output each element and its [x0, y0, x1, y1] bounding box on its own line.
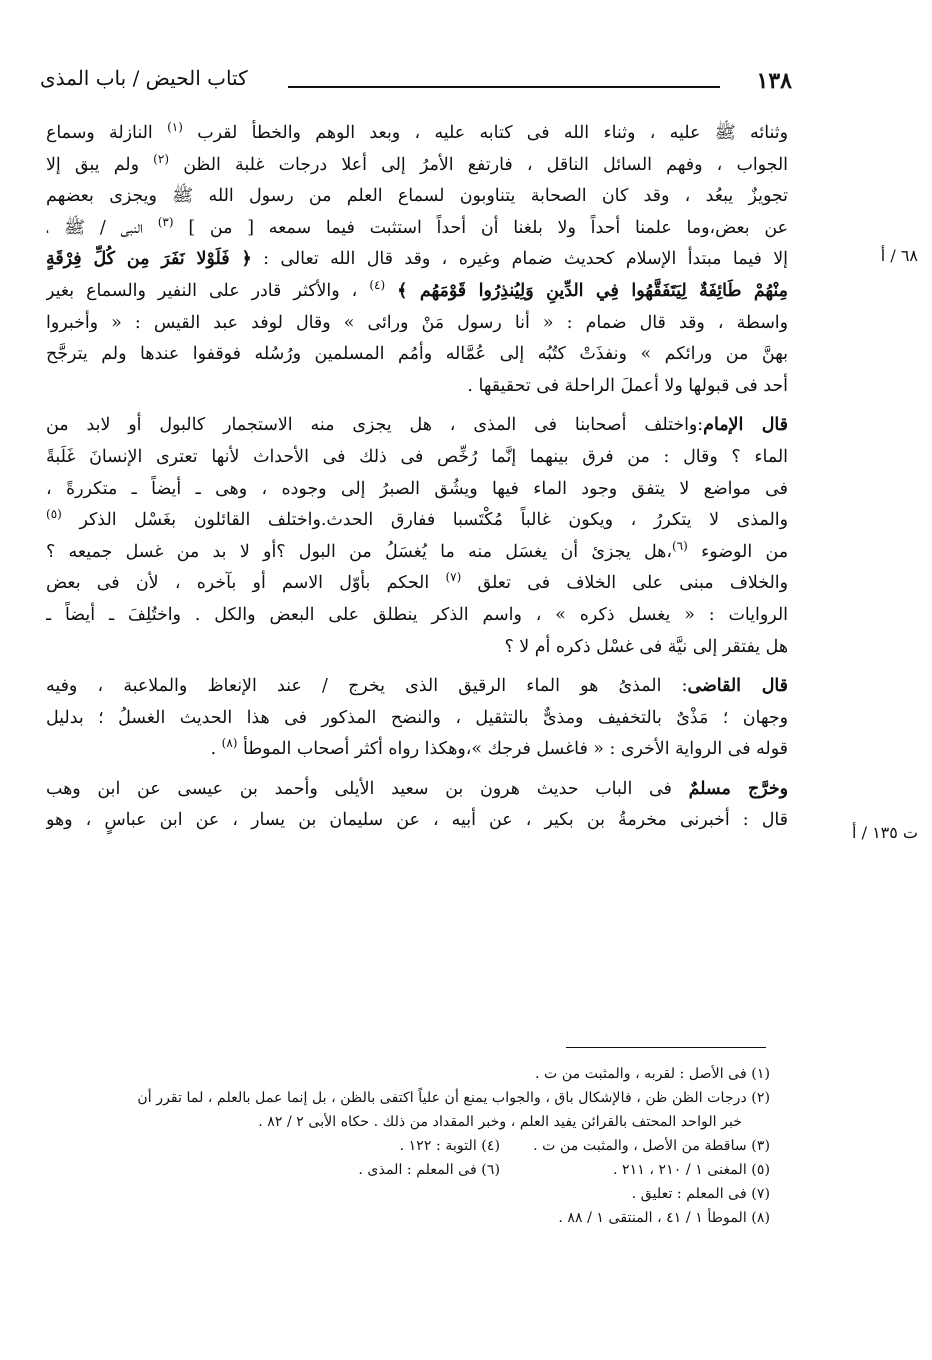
quran-verse: ﴿ فَلَوْلا نَفَرَ مِن كُلِّ فِرْقَةٍ	[46, 249, 252, 270]
text-line: أحد فى قبولها ولا أعملَ الراحلة فى تحقيقها .	[467, 375, 788, 396]
footnote-2-continued: خبر الواحد المحتف بالقرائن يفيد العلم ، وخبر المقداد من ذلك . حكاه الأبى ٢ / ٨٢ .	[258, 1114, 742, 1130]
text-line: قوله فى الرواية الأخرى : « فاغسل فرجك »،وهكذا رواه أكثر أصحاب الموطأ $^{(٨)}$ .	[210, 736, 788, 760]
main-text	[46, 118, 788, 837]
footnote-marker: (٤)	[369, 278, 386, 293]
footnotes	[30, 1062, 770, 1230]
text-line: الروايات : « يغسل ذكره » ، واسم الذكر ينطلق على البعض والكل . واختُلِفَ ـ أيضاً ـ	[46, 604, 788, 625]
paragraph-4	[46, 774, 788, 837]
quran-verse: مِنْهُمْ طَائِفَةٌ لِيَتَفَقَّهُوا فِي الدِّينِ وَلِيُنذِرُوا قَوْمَهُم ﴾	[397, 280, 788, 301]
speaker-label: قال القاضى	[687, 676, 788, 697]
margin-note-folio-68a: ٦٨ / أ	[880, 246, 918, 265]
margin-note-folio-135a: ت ١٣٥ / أ	[852, 823, 918, 842]
footnote-marker: (٨)	[221, 736, 238, 751]
footnote-marker: (٧)	[445, 570, 462, 585]
running-title: كتاب الحيض / باب المذى	[40, 66, 248, 90]
paragraph-2	[46, 410, 788, 663]
text-line: بهنَّ من ورائكم » ونفذَتْ كتُبُه إلى عُمَّاله وأمُم المسلمين ورُسُله فوقفوا عندها ولم يترجَّح	[46, 344, 788, 365]
footnote-2: (٢) درجات الظن ظن ، فالإشكال باق ، والجواب يمنع أن علياً اكتفى بالظن ، بل إنما عمل بالعلم ، لما تقرر أن	[137, 1090, 770, 1106]
footnote-6: (٦) فى المعلم : المذى .	[358, 1162, 500, 1178]
paragraph-1	[46, 118, 788, 402]
footnote-separator	[566, 1047, 766, 1048]
text-line: والمذى لا يتكررُ ، ويكون غالباً مُكْتَسبا ففارق الحدث.واختلف القائلون بغَسْل الذكر $^{(٥)}$	[46, 507, 788, 531]
text-line: الجواب ، وفهم السائل الناقل ، فارتفع الأمرُ إلى أعلا درجات غلبة الظن $^{(٢)}$ ولم يبق إلا	[46, 151, 788, 175]
header-rule	[288, 86, 720, 88]
footnote-marker: (٣)	[157, 214, 174, 229]
text-line: قال القاضى: المذىُ هو الماء الرقيق الذى يخرج / عند الإنعاظ والملاعبة ، وفيه	[46, 676, 788, 697]
text-line: وخرَّج مسلمٌ فى الباب حديث هرون بن سعيد الأيلى وأحمد بن عيسى عن ابن وهب	[46, 778, 788, 799]
footnote-1: (١) فى الأصل : لقربه ، والمثبت من ت .	[534, 1066, 770, 1082]
footnote-marker: (٦)	[671, 538, 688, 553]
text-line: وجهان ؛ مَذْىٌ بالتخفيف ومذىٌّ بالتثقيل ، والنضح المذكور فى هذا الحديث الغسلُ ؛ بدليل	[46, 707, 788, 728]
text-line: قال : أخبرنى مخرمةُ بن بكير ، عن أبيه ، عن سليمان بن يسار ، عن ابن عباسٍ ، وهو	[46, 810, 788, 831]
text-line: قال الإمام:واختلف أصحابنا فى المذى ، هل يجزى منه الاستجمار كالبول أو لابد من	[46, 415, 788, 436]
text-line: هل يفتقر إلى نيَّة فى غسْل ذكره أم لا ؟	[504, 636, 788, 657]
text-line: الماء ؟ وقال : من فرق بينهما إنَّما رُخِّص فى ذلك فى الأحداث لأنها تعترى الإنسانَ غَلَبةً	[46, 446, 788, 467]
text-line: فى مواضع لا يتفق وجود الماء فيها ويشُق الصبرُ إلى وجوده ، وهى ـ أيضاً ـ متكررةً ،	[46, 478, 788, 499]
footnote-3: (٣) ساقطة من الأصل ، والمثبت من ت .	[533, 1138, 770, 1154]
footnote-8: (٨) الموطأ ١ / ٤١ ، المنتقى ١ / ٨٨ .	[558, 1210, 770, 1226]
footnote-7: (٧) فى المعلم : تعليق .	[631, 1186, 770, 1202]
text-line: عن بعض،وما علمنا أحداً ولا بلغنا أن أحداً استثبت فيما سمعه [ من ] $^{(٣)}$ النبى / ﷺ ،	[46, 214, 788, 238]
speaker-label: وخرَّج مسلمٌ	[688, 778, 788, 799]
footnote-row	[30, 1158, 770, 1182]
page-header	[40, 62, 792, 102]
footnote-marker: (٥)	[46, 507, 62, 522]
text-line: إلا فيما مبتدأ الإسلام كحديث ضمام وغيره ، وقد قال الله تعالى : ﴿ فَلَوْلا نَفَرَ مِن كُلِّ فِرْقَةٍ	[46, 249, 788, 270]
speaker-label: قال الإمام	[703, 415, 788, 436]
text-line: واسطة ، وقد قال ضمام : « أنا رسول مَنْ ورائى » وقال لوفد عبد القيس : « وأخبروا	[46, 312, 788, 333]
footnote-marker: (١)	[167, 120, 183, 135]
paragraph-3	[46, 671, 788, 766]
footnote-marker: (٢)	[153, 151, 169, 166]
footnote-4: (٤) التوبة : ١٢٢ .	[399, 1138, 500, 1154]
text-line: من الوضوء $^{(٦)}$،هل يجزئ أن يغسَل منه ما يُغسَلُ من البول ؟أو لا بد من غسل جميعه ؟	[46, 538, 788, 562]
text-line: مِنْهُمْ طَائِفَةٌ لِيَتَفَقَّهُوا فِي الدِّينِ وَلِيُنذِرُوا قَوْمَهُم ﴾ $^{(٤)}$ ، والأكثر قادر على النفير والسماع بغير	[46, 278, 788, 301]
text-line: والخلاف مبنى على الخلاف فى تعلق $^{(٧)}$ الحكم بأوّل الاسم أو بآخره ، لأن فى بعض	[46, 570, 788, 594]
footnote-row	[30, 1134, 770, 1158]
text-line: تجويزٌ يبعُد ، وقد كان الصحابة يتناوبون لسماع العلم من رسول الله ﷺ ويجزى بعضهم	[46, 186, 788, 207]
footnote-5: (٥) المغنى ١ / ٢١٠ ، ٢١١ .	[613, 1162, 770, 1178]
page-number: ١٣٨	[756, 68, 792, 94]
text-line: وثنائه ﷺ عليه ، وثناء الله فى كتابه عليه ، وبعد الوهم والخطأ لقرب $^{(١)}$ النازلة وسماع	[46, 120, 788, 143]
